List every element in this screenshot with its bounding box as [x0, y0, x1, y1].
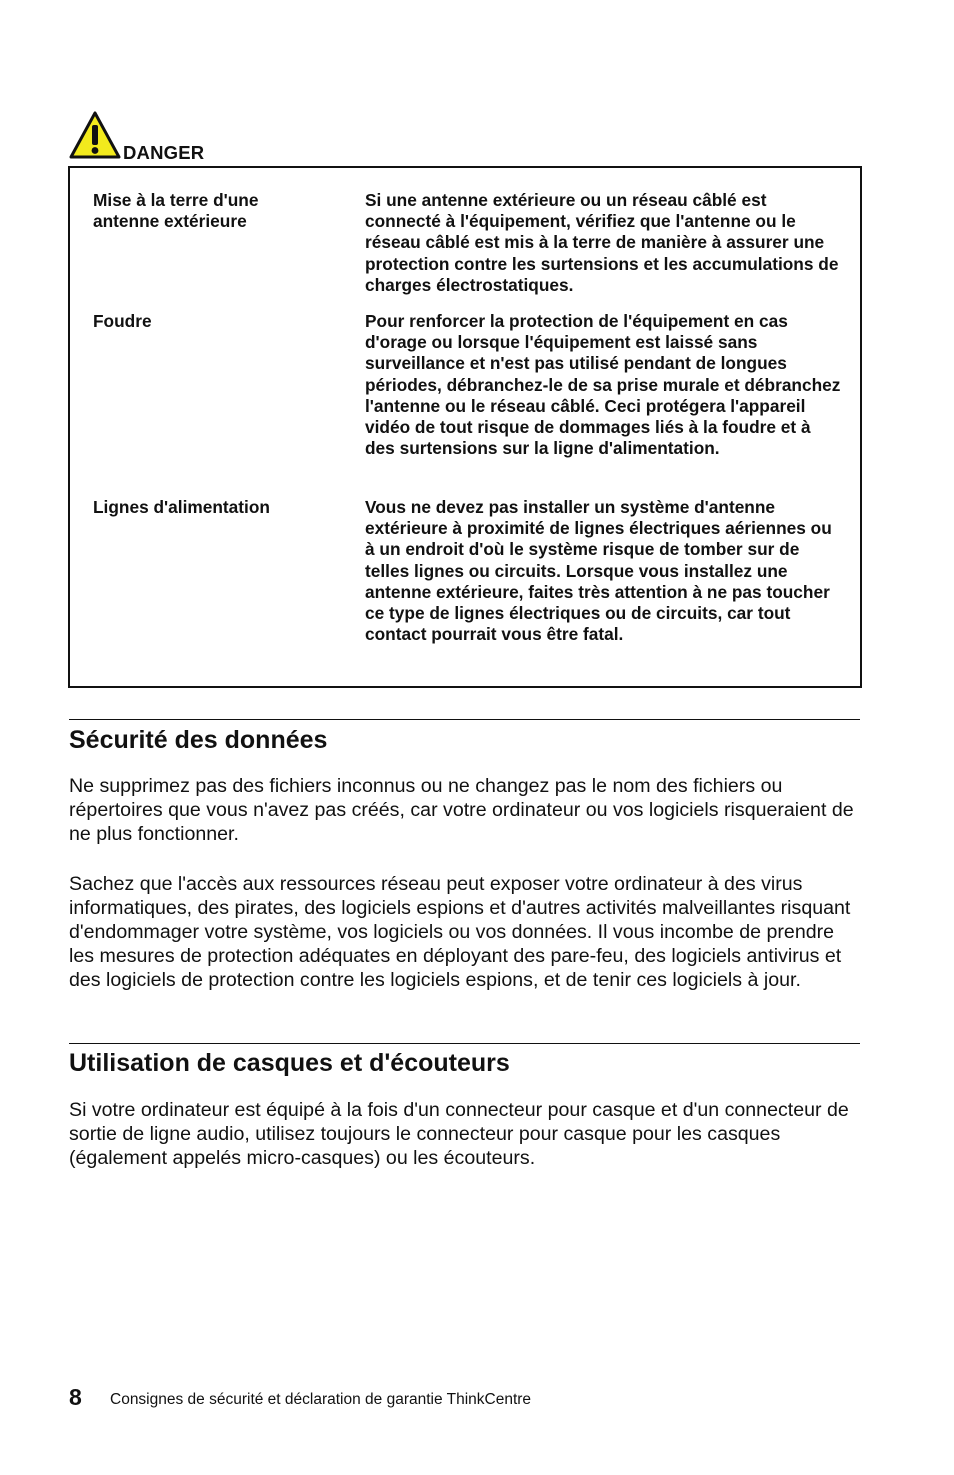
paragraph: Ne supprimez pas des fichiers inconnus ou ne changez pas le nom des fichiers ou répertoires que vous n'avez pas créés, car votre ordinateur ou vos logiciels risqueraient de ne plus fonctionner. — [69, 775, 854, 845]
section-title-headphones: Utilisation de casques et d'écouteurs — [69, 1049, 510, 1077]
danger-row-text: Si une antenne extérieure ou un réseau câblé est connecté à l'équipement, vérifiez que l'antenne ou le réseau câblé est mis à la terre de manière à assurer une protection contre les surtensions et les accumulations de charges électrostatiques. — [365, 190, 839, 295]
danger-row-label: Mise à la terre d'une antenne extérieure — [93, 190, 259, 232]
danger-label: DANGER — [123, 142, 205, 163]
warning-triangle-icon — [69, 110, 121, 160]
section-title-data-security: Sécurité des données — [69, 726, 328, 754]
danger-row-text: Pour renforcer la protection de l'équipement en cas d'orage ou lorsque l'équipement est laissé sans surveillance et n'est pas utilisé pendant de longues périodes, débranchez-le de sa prise murale et débranchez l'antenne ou le réseau câblé. Ceci protégera l'appareil vidéo de tout risque de dommages liés à la foudre et à des surtensions sur la ligne d'alimentation. — [365, 311, 841, 459]
page-number: 8 — [69, 1384, 82, 1410]
danger-row-label: Lignes d'alimentation — [93, 497, 270, 517]
danger-box — [68, 166, 862, 688]
paragraph: Sachez que l'accès aux ressources réseau peut exposer votre ordinateur à des virus informatiques, des pirates, des logiciels espions et d'autres activités malveillantes risquant d'endommager votre système, vos logiciels ou vos données. Il vous incombe de prendre les mesures de protection adéquates en déployant des pare-feu, des logiciels antivirus et des logiciels de protection contre les logiciels espions, et de tenir ces logiciels à jour. — [69, 873, 851, 991]
paragraph: Si votre ordinateur est équipé à la fois d'un connecteur pour casque et d'un connecteur de sortie de ligne audio, utilisez toujours le connecteur pour casque pour les casques (également appelés micro-casques) ou les écouteurs. — [69, 1099, 849, 1169]
footer-title: Consignes de sécurité et déclaration de garantie ThinkCentre — [110, 1391, 532, 1408]
section-divider — [69, 1043, 860, 1044]
section-divider — [69, 719, 860, 720]
danger-row-text: Vous ne devez pas installer un système d'antenne extérieure à proximité de lignes électriques aériennes ou à un endroit d'où le système risque de tomber sur de telles lignes ou circuits. Lorsque vous installez une antenne extérieure, faites très attention à ne pas toucher ce type de lignes électriques ou de circuits, car tout contact pourrait vous être fatal. — [365, 497, 832, 645]
danger-row-label: Foudre — [93, 311, 152, 331]
